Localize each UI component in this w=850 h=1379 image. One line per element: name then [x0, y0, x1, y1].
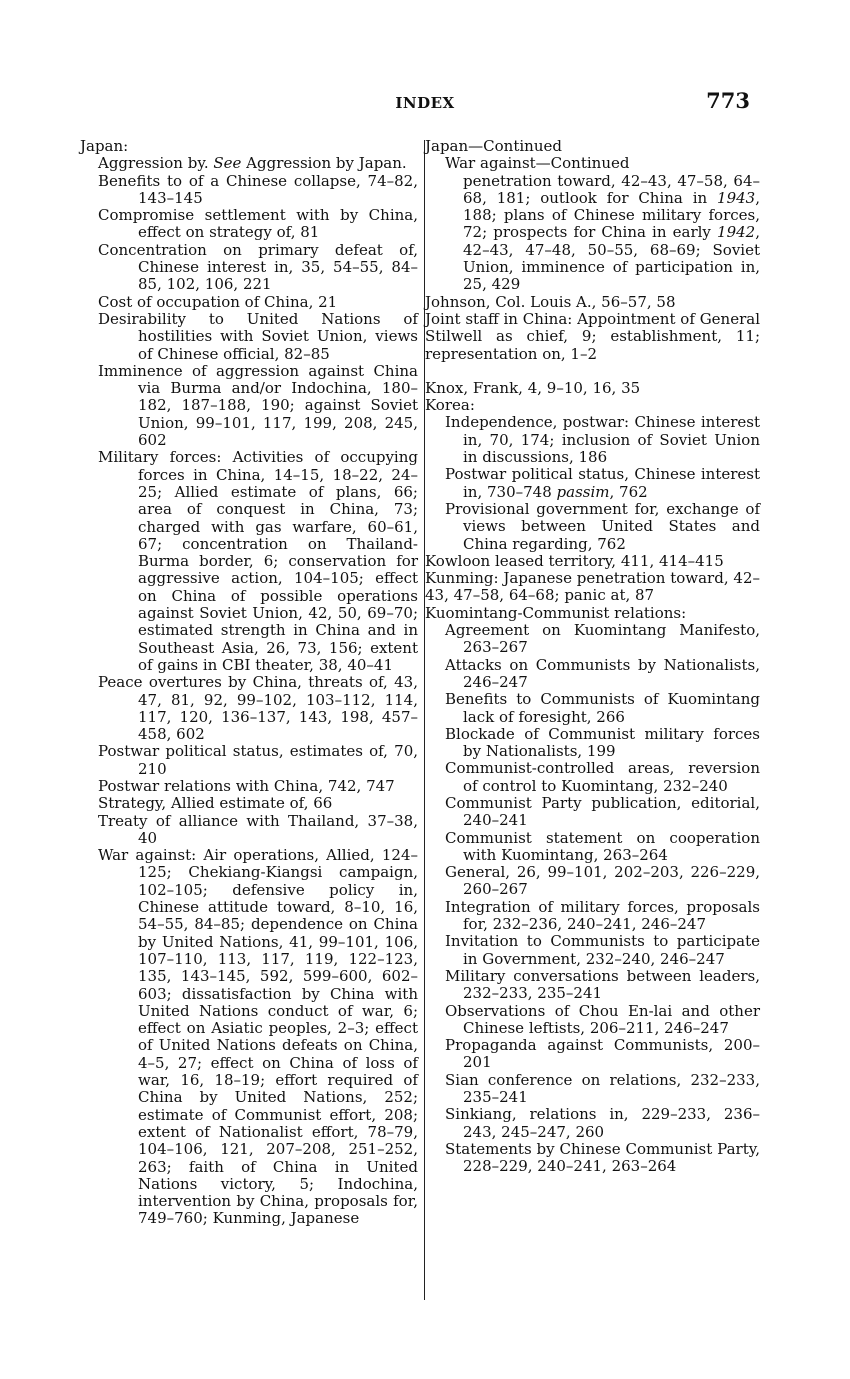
index-subentry: Compromise settlement with by China, effect on strategy of, 81	[98, 206, 418, 242]
index-subentry: Benefits to of a Chinese collapse, 74–82, 143–145	[98, 171, 418, 207]
index-heading: Knox, Frank, 4, 9–10, 16, 35	[425, 378, 641, 397]
index-subentry: Integration of military forces, proposals for, 232–236, 240–241, 246–247	[445, 897, 760, 934]
index-column-right	[425, 138, 760, 1176]
index-heading: Joint staff in China: Appointment of General Stilwell as chief, 9; establishment, 11; representation on, 1–2	[425, 309, 760, 363]
index-heading: Kunming: Japanese penetration toward, 42–43, 47–58, 64–68; panic at, 87	[425, 569, 760, 605]
index-subentry: Imminence of aggression against China via Burma and/or Indochina, 180–182, 187–188, 190; against Soviet Union, 99–101, 117, 199, 208, 245, 602	[98, 361, 418, 450]
index-subentry: Sinkiang, relations in, 229–233, 236–243, 245–247, 260	[445, 1105, 760, 1141]
index-subentry: Attacks on Communists by Nationalists, 246–247	[445, 655, 760, 691]
index-subentry: General, 26, 99–101, 202–203, 226–229, 260–267	[445, 863, 760, 899]
index-subentry: Observations of Chou En-lai and other Chinese leftists, 206–211, 246–247	[445, 1001, 760, 1037]
index-heading: Johnson, Col. Louis A., 56–57, 58	[425, 292, 676, 311]
index-subentry: Aggression by. See Aggression by Japan.	[98, 154, 407, 173]
index-subentry: Peace overtures by China, threats of, 43, 47, 81, 92, 99–102, 103–112, 114, 117, 120, 136–137, 143, 198, 457–458, 602	[98, 673, 418, 744]
index-subentry: Invitation to Communists to participate in Government, 232–240, 246–247	[445, 932, 760, 968]
page-number: 773	[706, 88, 750, 113]
index-subentry: Propaganda against Communists, 200–201	[445, 1036, 760, 1072]
index-subentry: Postwar political status, estimates of, 70, 210	[98, 742, 418, 778]
index-subentry: Treaty of alliance with Thailand, 37–38, 40	[98, 811, 418, 847]
index-heading: Japan:	[80, 137, 129, 155]
index-subentry: Military forces: Activities of occupying forces in China, 14–15, 18–22, 24–25; Allied estimate of plans, 66; area of conquest in China, 73; charged with gas warfare, 60–61, 67; concentration on Thailand-Burma border, 6; conservation for aggressive action, 104–105; effect on China of possible operations against Soviet Union, 42, 50, 69–70; estimated strength in China and in Southeast Asia, 26, 73, 156; extent of gains in CBI theater, 38, 40–41	[98, 448, 418, 674]
index-subentry: Statements by Chinese Communist Party, 228–229, 240–241, 263–264	[445, 1139, 760, 1176]
index-subentry: Postwar relations with China, 742, 747	[98, 776, 395, 795]
index-subentry: Sian conference on relations, 232–233, 235–241	[445, 1070, 760, 1107]
running-header: INDEX	[395, 94, 455, 112]
index-subentry: Strategy, Allied estimate of, 66	[98, 794, 333, 813]
index-subentry: Communist statement on cooperation with Kuomintang, 263–264	[445, 828, 760, 864]
index-subentry: Provisional government for, exchange of views between United States and China regarding, 762	[445, 499, 760, 553]
index-subentry: Military conversations between leaders, 232–233, 235–241	[445, 966, 760, 1003]
index-subentry: Cost of occupation of China, 21	[98, 292, 338, 311]
index-heading: Kuomintang-Communist relations:	[425, 603, 687, 622]
index-subentry: Benefits to Communists of Kuomintang lack of foresight, 266	[445, 690, 760, 726]
index-subentry: Concentration on primary defeat of, Chinese interest in, 35, 54–55, 84–85, 102, 106, 221	[98, 240, 418, 294]
index-heading: Japan—Continued	[425, 137, 562, 155]
index-heading: Kowloon leased territory, 411, 414–415	[425, 551, 724, 570]
index-column-left	[80, 138, 418, 1228]
index-subentry: Desirability to United Nations of hostilities with Soviet Union, views of Chinese official, 82–85	[98, 309, 418, 363]
index-subentry: Agreement on Kuomintang Manifesto, 263–267	[445, 621, 760, 657]
index-subentry: Blockade of Communist military forces by Nationalists, 199	[445, 724, 760, 761]
index-subentry: Communist Party publication, editorial, 240–241	[445, 793, 760, 830]
index-subentry: War against: Air operations, Allied, 124–125; Chekiang-Kiangsi campaign, 102–105; defensive policy in, Chinese attitude toward, 8–10, 16, 54–55, 84–85; dependence on China by United Nations, 41, 99–101, 106, 107–110, 113, 117, 119, 122–123, 135, 143–145, 592, 599–600, 602–603; dissatisfaction by China with United Nations conduct of war, 6; effect on Asiatic peoples, 2–3; effect of United Nations defeats on China, 4–5, 27; effect on China of loss of war, 16, 18–19; effort required of China by United Nations, 252; estimate of Communist effort, 208; extent of Nationalist effort, 78–79, 104–106, 121, 207–208, 251–252, 263; faith of China in United Nations victory, 5; Indochina, intervention by China, proposals for, 749–760; Kunming, Japanese	[98, 846, 418, 1228]
index-subentry: Independence, postwar: Chinese interest in, 70, 174; inclusion of Soviet Union in discussions, 186	[445, 413, 760, 467]
index-subentry: penetration toward, 42–43, 47–58, 64–68, 181; outlook for China in 1943, 188; plans of Chinese military forces, 72; prospects for China in early 1942, 42–43, 47–48, 50–55, 68–69; Soviet Union, imminence of participation in, 25, 429	[463, 171, 760, 294]
index-subentry: Communist-controlled areas, reversion of control to Kuomintang, 232–240	[445, 759, 760, 795]
index-subentry: War against—Continued	[445, 154, 630, 173]
index-heading: Korea:	[425, 396, 475, 415]
index-subentry: Postwar political status, Chinese interest in, 730–748 passim, 762	[445, 465, 760, 501]
